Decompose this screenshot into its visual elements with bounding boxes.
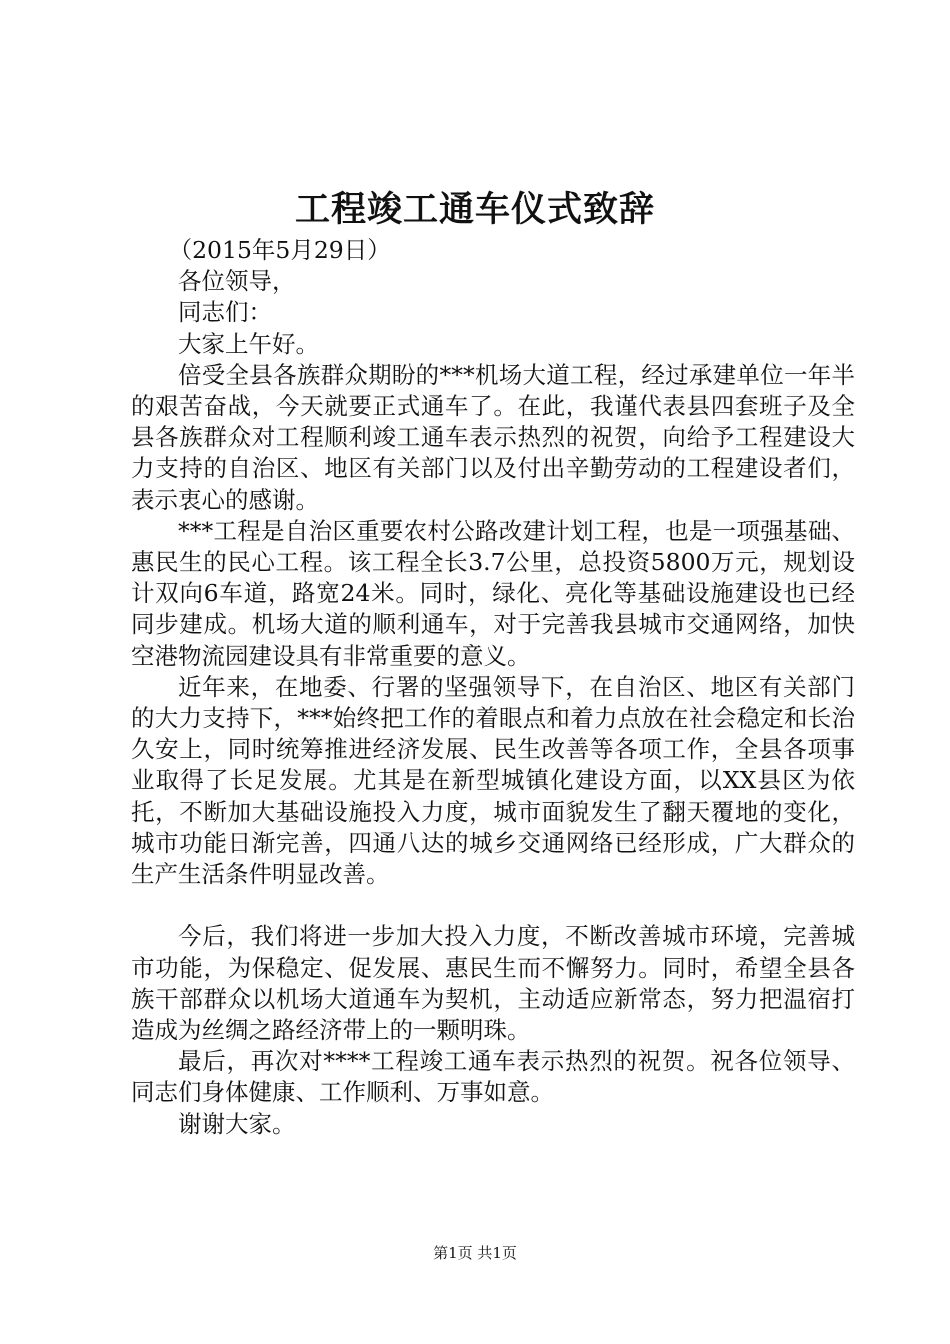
paragraph-closing-wishes: 最后，再次对****工程竣工通车表示热烈的祝贺。祝各位领导、同志们身体健康、工作顺利、万事如意。 — [131, 1047, 855, 1107]
paragraph-development: 近年来，在地委、行署的坚强领导下，在自治区、地区有关部门的大力支持下，***始终把工作的着眼点和着力点放在社会稳定和长治久安上，同时统筹推进经济发展、民生改善等各项工作，全县各项事业取得了长足发展。尤其是在新型城镇化建设方面，以XX县区为依托，不断加大基础设施投入力度，城市面貌发生了翻天覆地的变化，城市功能日渐完善，四通八达的城乡交通网络已经形成，广大群众的生产生活条件明显改善。 — [131, 672, 855, 889]
document-title: 工程竣工通车仪式致辞 — [294, 189, 655, 230]
paragraph-future: 今后，我们将进一步加大投入力度，不断改善城市环境，完善城市功能，为保稳定、促发展、惠民生而不懈努力。同时，希望全县各族干部群众以机场大道通车为契机，主动适应新常态，努力把温宿打造成为丝绸之路经济带上的一颗明珠。 — [131, 922, 855, 1045]
speech-date: （2015年5月29日） — [168, 236, 391, 264]
paragraph-opening: 倍受全县各族群众期盼的***机场大道工程，经过承建单位一年半的艰苦奋战，今天就要正式通车了。在此，我谨代表县四套班子及全县各族群众对工程顺利竣工通车表示热烈的祝贺，向给予工程建设大力支持的自治区、地区有关部门以及付出辛勤劳动的工程建设者们，表示衷心的感谢。 — [131, 360, 855, 514]
closing-thanks: 谢谢大家。 — [178, 1109, 296, 1138]
salutation-leaders: 各位领导， — [178, 267, 296, 296]
document-body — [131, 235, 855, 1140]
salutation-comrades: 同志们： — [178, 298, 272, 327]
paragraph-project-overview: ***工程是自治区重要农村公路改建计划工程，也是一项强基础、惠民生的民心工程。该工程全长3.7公里，总投资5800万元，规划设计双向6车道，路宽24米。同时，绿化、亮化等基础设施建设也已经同步建成。机场大道的顺利通车，对于完善我县城市交通网络，加快空港物流园建设具有非常重要的意义。 — [131, 516, 855, 670]
page-footer: 第1页 共1页 — [433, 1244, 517, 1262]
greeting: 大家上午好。 — [178, 329, 319, 358]
paragraph-spacer — [131, 890, 855, 921]
